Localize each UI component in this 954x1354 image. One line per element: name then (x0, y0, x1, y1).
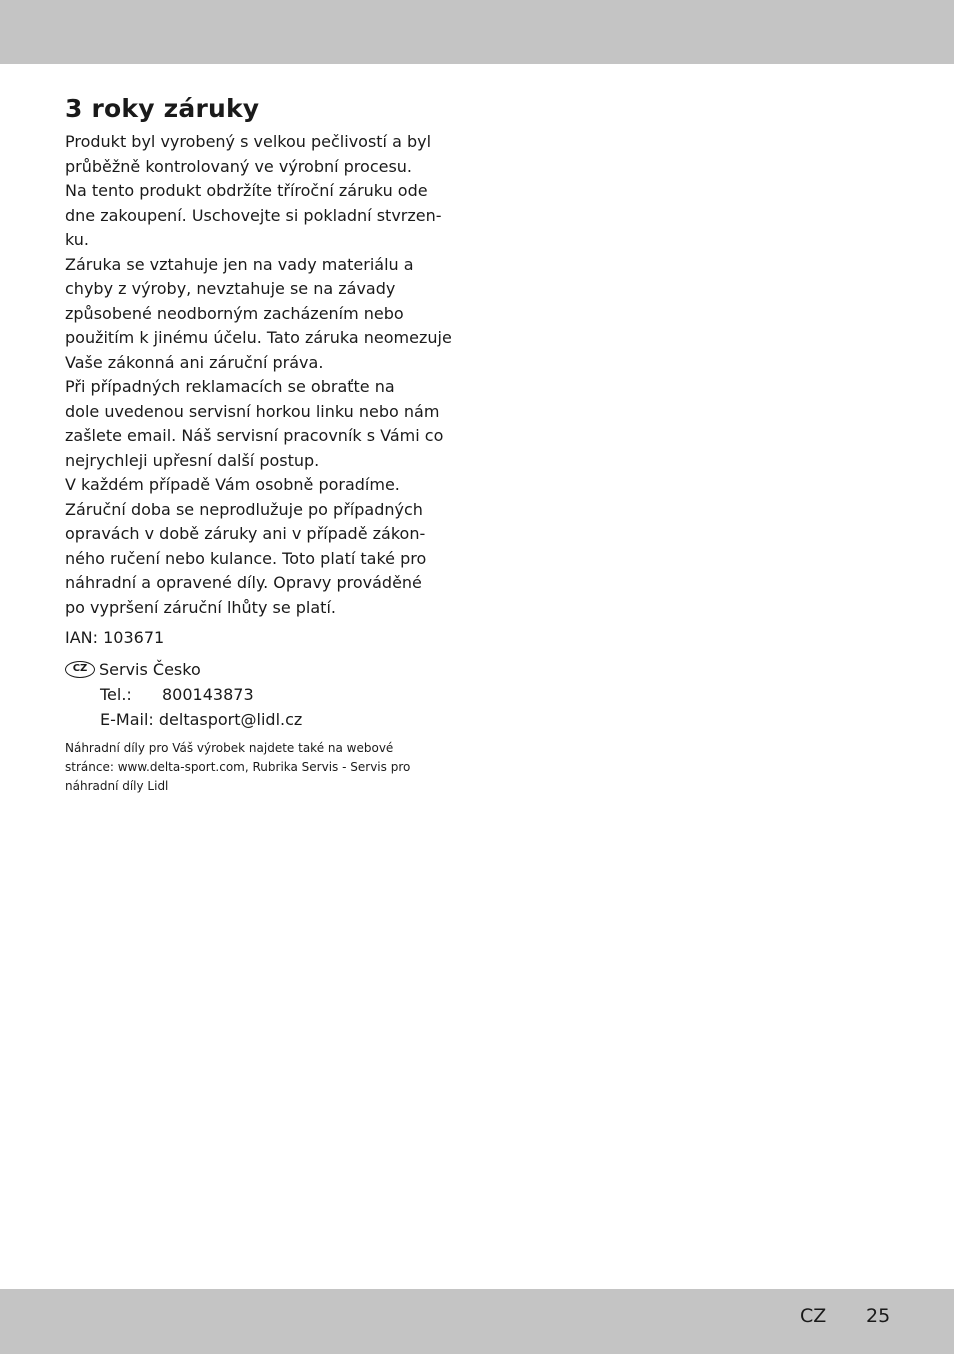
body-line: průběžně kontrolovaný ve výrobní procesu. (65, 156, 413, 176)
body-line: dne zakoupení. Uschovejte si pokladní stvrzen- (65, 205, 442, 225)
body-line: Vaše zákonná ani záruční práva. (65, 352, 324, 372)
email-label: E-Mail: (100, 709, 154, 729)
body-line: Na tento produkt obdržíte tříroční záruku ode (65, 181, 428, 200)
body-line: dole uvedenou servisní horkou linku nebo nám (65, 401, 440, 421)
body-line: Při případných reklamacích se obraťte na (65, 377, 395, 396)
body-line: chyby z výroby, nevztahuje se na závady (65, 279, 396, 298)
body-line: ku. (65, 230, 89, 249)
body-line: nejrychleji upřesní další postup. (65, 450, 320, 470)
note-line: náhradní díly Lidl (65, 778, 169, 793)
footer-language: CZ (800, 1305, 827, 1327)
body-line: zašlete email. Náš servisní pracovník s Vámi co (65, 426, 444, 445)
body-line: náhradní a opravené díly. Opravy prováděné (65, 573, 422, 592)
warranty-section (65, 92, 455, 796)
email-address[interactable]: deltasport@lidl.cz (158, 709, 303, 729)
page-title: 3 roky záruky (65, 94, 260, 123)
body-line: ného ručení nebo kulance. Toto platí také pro (65, 548, 427, 568)
body-line: V každém případě Vám osobně poradíme. (65, 475, 400, 494)
country-badge-icon: CZ (65, 661, 95, 678)
ian-number: IAN: 103671 (65, 628, 165, 647)
service-name: Servis Česko (99, 659, 201, 679)
spare-parts-note (65, 739, 455, 796)
body-line: Záruční doba se neprodlužuje po případných (65, 499, 423, 519)
body-line: způsobené neodborným zacházením nebo (65, 303, 404, 323)
body-line: použitím k jinému účelu. Tato záruka neomezuje (65, 328, 452, 347)
service-phone-row (65, 682, 455, 707)
phone-label: Tel.: (100, 684, 132, 704)
page-number: 25 (866, 1305, 891, 1327)
body-line: opravách v době záruky ani v případě zákon- (65, 524, 426, 543)
note-line: Náhradní díly pro Váš výrobek najdete také na webové (65, 740, 394, 755)
service-header (65, 657, 455, 682)
body-line: po vypršení záruční lhůty se platí. (65, 597, 336, 617)
service-email-row (65, 707, 455, 732)
header-band (0, 0, 954, 64)
note-line: stránce: www.delta-sport.com, Rubrika Servis - Servis pro (65, 759, 411, 774)
body-line: Záruka se vztahuje jen na vady materiálu a (65, 254, 414, 274)
service-contact (65, 657, 455, 732)
body-line: Produkt byl vyrobený s velkou pečlivostí a byl (65, 132, 432, 151)
phone-number[interactable]: 800143873 (162, 684, 254, 704)
warranty-body (65, 130, 455, 620)
